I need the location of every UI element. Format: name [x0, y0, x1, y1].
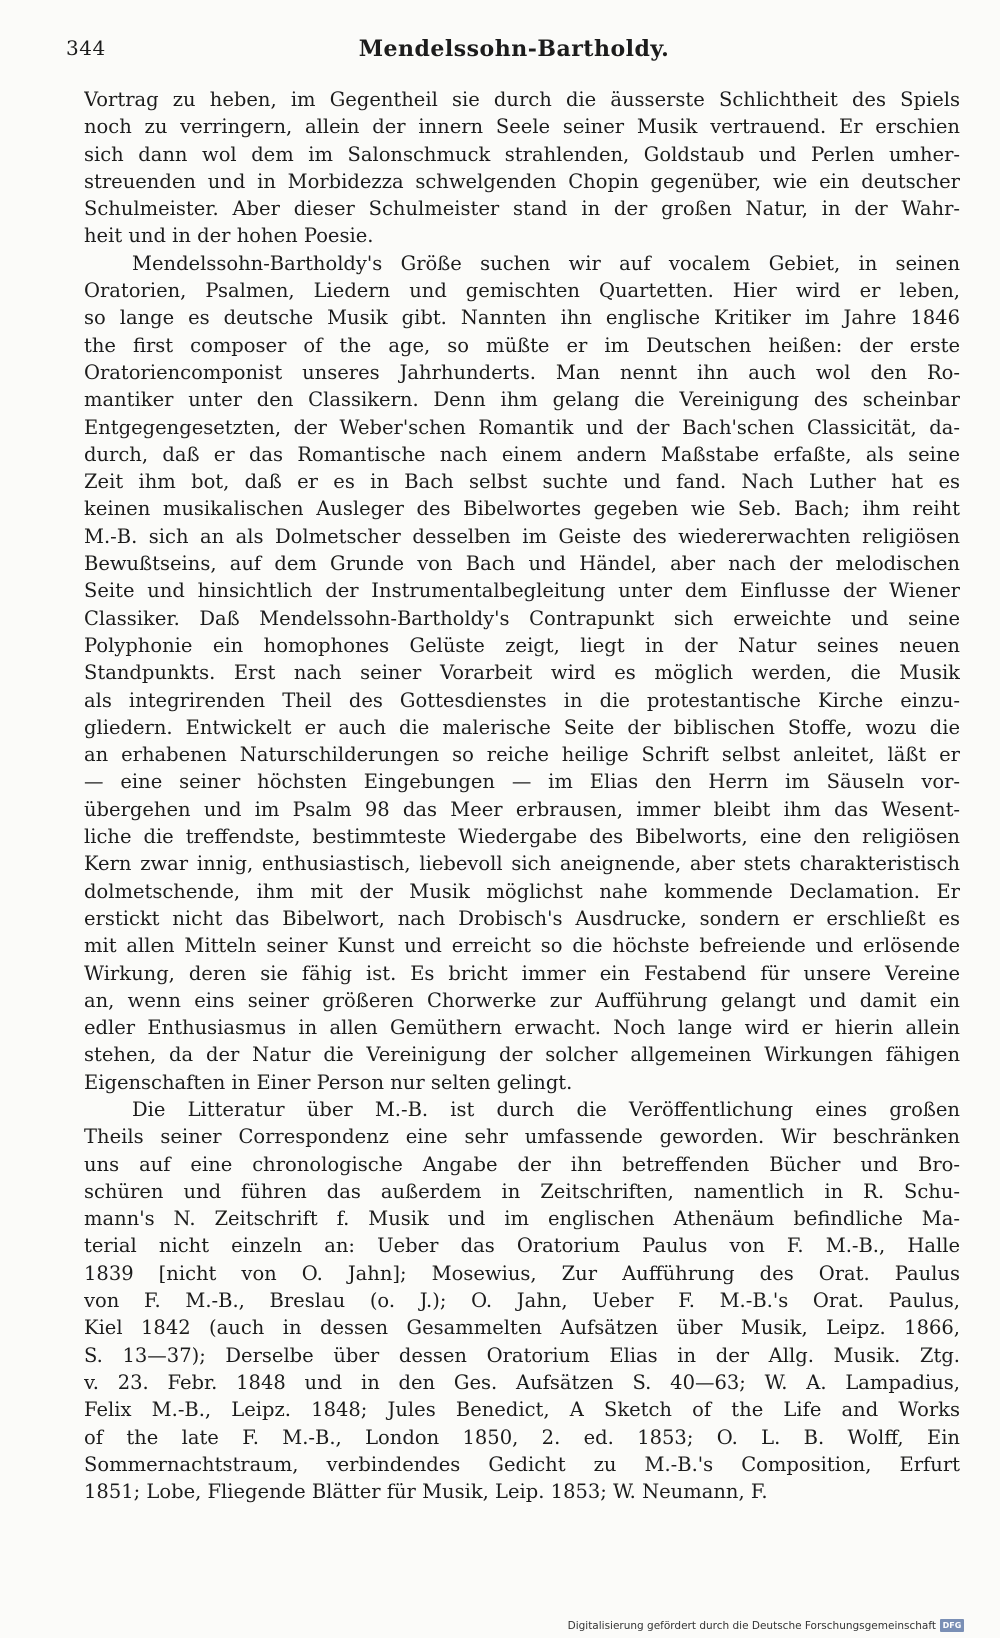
text-line: of the late F. M.-B., London 1850, 2. ed. 1853; O. L. B. Wolff, Ein [84, 1425, 960, 1449]
text-line: dolmetschende, ihm mit der Musik möglichst nahe kommende Declamation. Er [84, 879, 960, 903]
text-line: Seite und hinsichtlich der Instrumentalbegleitung unter dem Einflusse der Wiener [84, 579, 960, 603]
dfg-logo-icon: DFG [940, 1619, 964, 1632]
text-line: — eine seiner höchsten Eingebungen — im Elias den Herrn im Säuseln vor- [84, 770, 960, 794]
text-line: Oratoriencomponist unseres Jahrhunderts. Man nennt ihn auch wol den Ro- [84, 360, 960, 384]
text-line: übergehen und im Psalm 98 das Meer erbrausen, immer bleibt ihm das Wesent- [84, 797, 960, 821]
text-line: Theils seiner Correspondenz eine sehr umfassende geworden. Wir beschränken [84, 1125, 960, 1149]
text-line: Standpunkts. Erst nach seiner Vorarbeit wird es möglich werden, die Musik [84, 661, 960, 685]
digitization-credit [568, 1619, 964, 1632]
page-number: 344 [66, 36, 106, 60]
text-line: Eigenschaften in Einer Person nur selten gelingt. [84, 1070, 573, 1094]
text-line: Schulmeister. Aber dieser Schulmeister stand in der großen Natur, in der Wahr- [84, 197, 960, 221]
page-header [66, 36, 962, 76]
text-line: stehen, da der Natur die Vereinigung der solcher allgemeinen Wirkungen fähigen [84, 1043, 960, 1067]
text-line: Classiker. Daß Mendelssohn-Bartholdy's Contrapunkt sich erweichte und seine [84, 606, 960, 630]
text-line: Oratorien, Psalmen, Liedern und gemischten Quartetten. Hier wird er leben, [84, 279, 960, 303]
text-line: mit allen Mitteln seiner Kunst und erreicht so die höchste befreiende und erlösende [84, 934, 960, 958]
text-line: sich dann wol dem im Salonschmuck strahlenden, Goldstaub und Perlen umher- [84, 142, 960, 166]
text-line: heit und in der hohen Poesie. [84, 224, 374, 248]
text-line: v. 23. Febr. 1848 und in den Ges. Aufsätzen S. 40—63; W. A. Lampadius, [84, 1370, 960, 1394]
text-line: Kiel 1842 (auch in dessen Gesammelten Aufsätzen über Musik, Leipz. 1866, [84, 1316, 960, 1340]
article-body [84, 86, 960, 1505]
text-line: Die Litteratur über M.-B. ist durch die Veröffentlichung eines großen [132, 1097, 960, 1121]
text-line: gliedern. Entwickelt er auch die malerische Seite der biblischen Stoffe, wozu die [84, 715, 960, 739]
text-line: Mendelssohn-Bartholdy's Größe suchen wir auf vocalem Gebiet, in seinen [132, 251, 960, 275]
paragraph [84, 1096, 960, 1505]
text-line: mann's N. Zeitschrift f. Musik und im englischen Athenäum befindliche Ma- [84, 1207, 960, 1231]
text-line: Wirkung, deren sie fähig ist. Es bricht immer ein Festabend für unsere Vereine [84, 961, 960, 985]
text-line: edler Enthusiasmus in allen Gemüthern erwacht. Noch lange wird er hierin allein [84, 1016, 960, 1040]
text-line: Vortrag zu heben, im Gegentheil sie durch die äusserste Schlichtheit des Spiels [84, 88, 960, 111]
text-line: S. 13—37); Derselbe über dessen Oratorium Elias in der Allg. Musik. Ztg. [84, 1343, 960, 1367]
text-line: als integrirenden Theil des Gottesdienstes in die protestantische Kirche einzu- [84, 688, 960, 712]
text-line: terial nicht einzeln an: Ueber das Oratorium Paulus von F. M.-B., Halle [84, 1234, 960, 1258]
text-line: von F. M.-B., Breslau (o. J.); O. Jahn, Ueber F. M.-B.'s Orat. Paulus, [84, 1289, 960, 1313]
text-line: 1851; Lobe, Fliegende Blätter für Musik, Leip. 1853; W. Neumann, F. [84, 1480, 768, 1504]
text-line: Kern zwar innig, enthusiastisch, liebevoll sich aneignende, aber stets charakteristisch [84, 852, 960, 876]
text-line: Zeit ihm bot, daß er es in Bach selbst suchte und fand. Nach Luther hat es [84, 470, 960, 494]
text-line: Bewußtseins, auf dem Grunde von Bach und Händel, aber nach der melodischen [84, 552, 960, 576]
text-line: keinen musikalischen Ausleger des Bibelwortes gegeben wie Seb. Bach; ihm reiht [84, 497, 960, 521]
text-line: an erhabenen Naturschilderungen so reiche heilige Schrift selbst anleitet, läßt er [84, 743, 960, 767]
text-line: the first composer of the age, so müßte er im Deutschen heißen: der erste [84, 333, 960, 357]
text-line: liche die treffendste, bestimmteste Wiedergabe des Bibelworts, eine den religiösen [84, 825, 960, 849]
paragraph [84, 86, 960, 250]
text-line: uns auf eine chronologische Angabe der ihn betreffenden Bücher und Bro- [84, 1152, 960, 1176]
text-line: Polyphonie ein homophones Gelüste zeigt, liegt in der Natur seines neuen [84, 633, 960, 657]
text-line: erstickt nicht das Bibelwort, nach Drobisch's Ausdrucke, sondern er erschließt es [84, 906, 960, 930]
text-line: mantiker unter den Classikern. Denn ihm gelang die Vereinigung des scheinbar [84, 388, 960, 412]
text-line: M.-B. sich an als Dolmetscher desselben im Geiste des wiedererwachten religiösen [84, 524, 960, 548]
text-line: durch, daß er das Romantische nach einem andern Maßstabe erfaßte, als seine [84, 442, 960, 466]
text-line: noch zu verringern, allein der innern Seele seiner Musik vertrauend. Er erschien [84, 115, 960, 139]
credit-text: Digitalisierung gefördert durch die Deutsche Forschungsgemeinschaft [567, 1619, 936, 1632]
text-line: an, wenn eins seiner größeren Chorwerke zur Aufführung gelangt und damit ein [84, 988, 960, 1012]
text-line: so lange es deutsche Musik gibt. Nannten ihn englische Kritiker im Jahre 1846 [84, 306, 960, 330]
paragraph [84, 250, 960, 1096]
running-title: Mendelssohn-Bartholdy. [358, 36, 670, 62]
text-line: Entgegengesetzten, der Weber'schen Romantik und der Bach'schen Classicität, da- [84, 415, 960, 439]
text-line: 1839 [nicht von O. Jahn]; Mosewius, Zur Aufführung des Orat. Paulus [84, 1261, 960, 1285]
text-line: streuenden und in Morbidezza schwelgenden Chopin gegenüber, wie ein deutscher [84, 169, 960, 193]
text-line: Felix M.-B., Leipz. 1848; Jules Benedict, A Sketch of the Life and Works [84, 1398, 960, 1422]
text-line: Sommernachtstraum, verbindendes Gedicht zu M.-B.'s Composition, Erfurt [84, 1452, 960, 1476]
text-line: schüren und führen das außerdem in Zeitschriften, namentlich in R. Schu- [84, 1179, 960, 1203]
